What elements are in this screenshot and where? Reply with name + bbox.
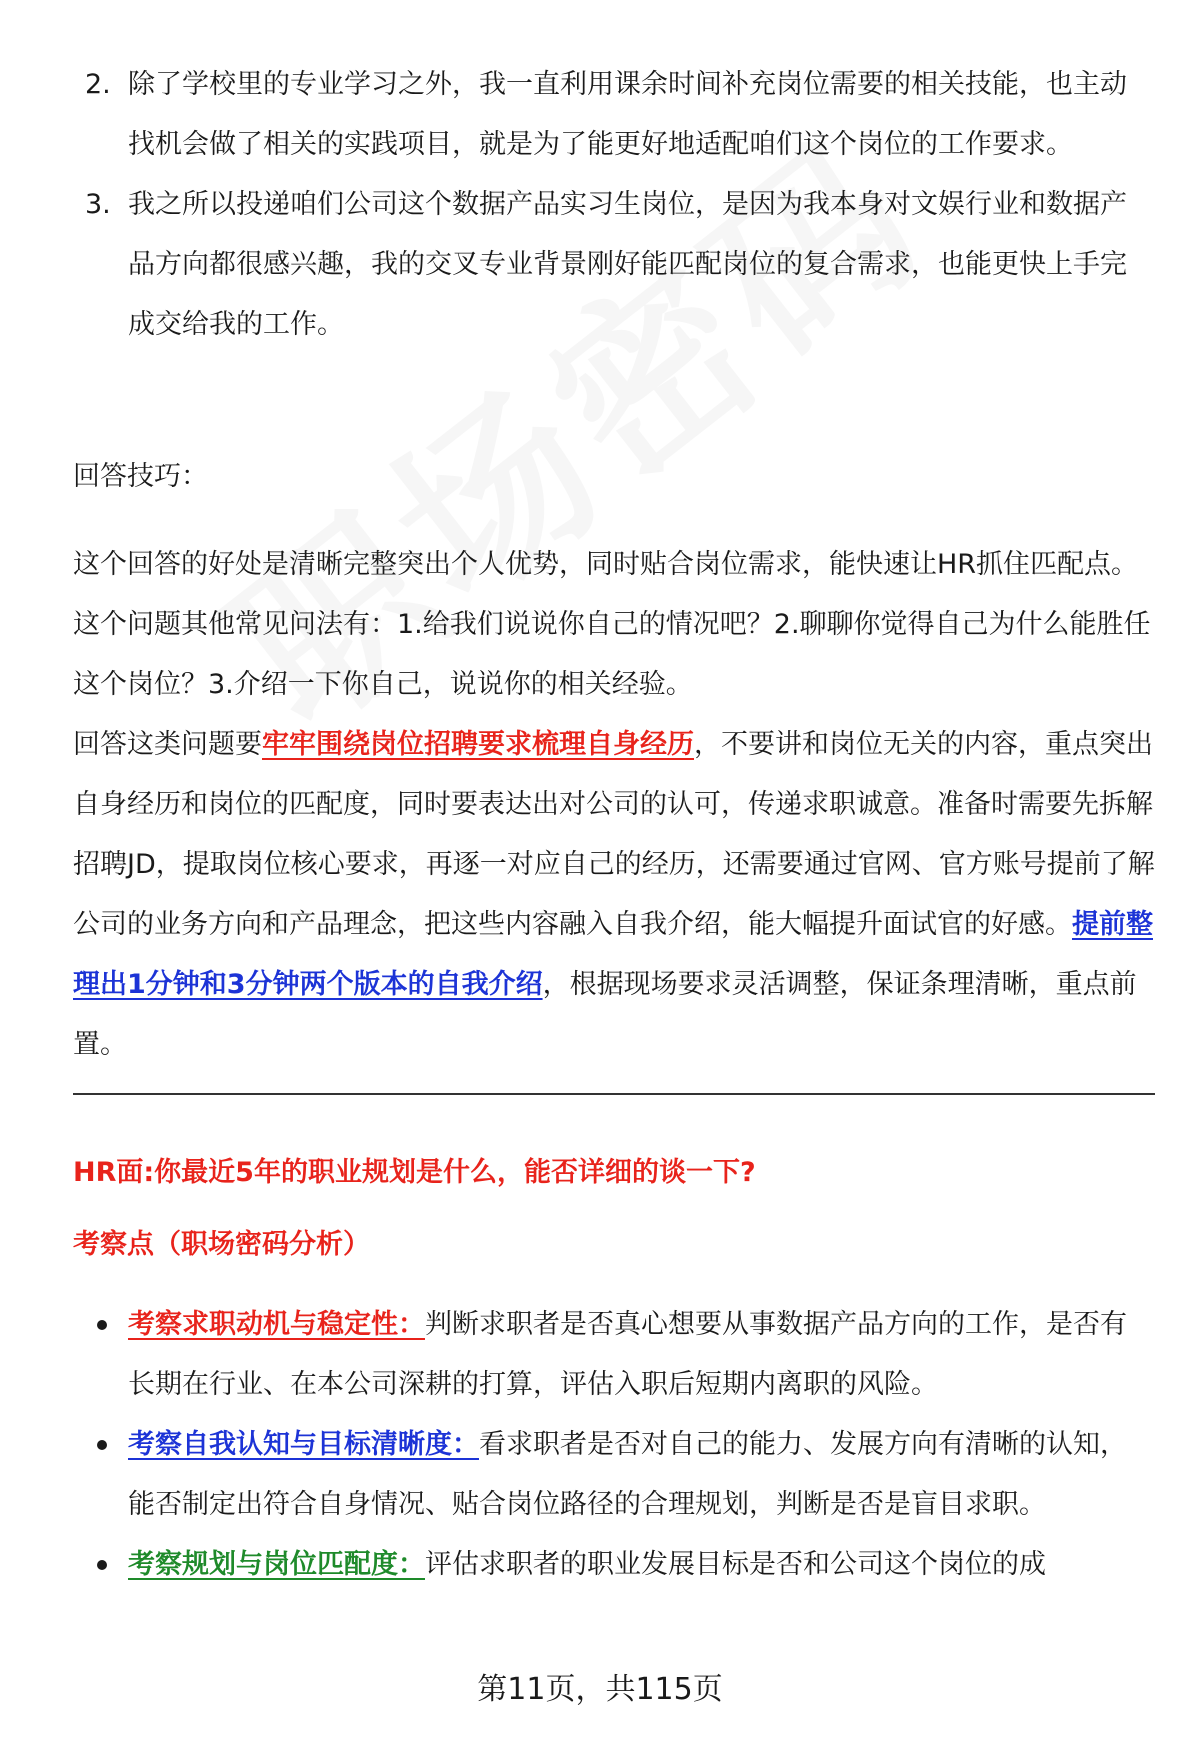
list-number: 3.	[85, 189, 111, 220]
bullet-icon	[97, 1560, 107, 1570]
highlight-blue: 提前整理出1分钟和3分钟两个版本的自我介绍	[73, 909, 1153, 1000]
bullet-icon	[97, 1320, 107, 1330]
section-divider	[73, 1093, 1155, 1095]
bullet-text: 判断求职者是否真心想要从事数据产品方向的工作，是否有长期在行业、在本公司深耕的打算，评估入职后短期内离职的风险。	[128, 1309, 1127, 1400]
list-item-text: 除了学校里的专业学习之外，我一直利用课余时间补充岗位需要的相关技能，也主动找机会做了相关的实践项目，就是为了能更好地适配咱们这个岗位的工作要求。	[128, 69, 1127, 160]
tips-label: 回答技巧：	[73, 461, 208, 492]
question-title: HR面:你最近5年的职业规划是什么，能否详细的谈一下?	[73, 1157, 756, 1188]
advice-text: ，不要讲和岗位无关的内容，重点突出自身经历和岗位的匹配度，同时要表达出对公司的认可，传递求职诚意。准备时需要先拆解招聘JD，提取岗位核心要求，再逐一对应自己的经历，还需要通过官网、官方账号提前了解公司的业务方向和产品理念，把这些内容融入自我介绍，能大幅提升面试官的好感。	[73, 729, 1155, 940]
list-number: 2.	[85, 69, 111, 100]
list-item-text	[128, 1535, 1148, 1595]
list-item-text	[128, 1295, 1148, 1415]
list-item-text	[128, 1415, 1148, 1535]
numbered-list	[0, 55, 1200, 355]
inspect-title: 考察点（职场密码分析）	[73, 1229, 370, 1260]
tips-paragraph: 这个回答的好处是清晰完整突出个人优势，同时贴合岗位需求，能快速让HR抓住匹配点。这个问题其他常见问法有：1.给我们说说你自己的情况吧？2.聊聊你觉得自己为什么能胜任这个岗位？3.介绍一下你自己，说说你的相关经验。	[73, 549, 1151, 700]
bullet-text: 看求职者是否对自己的能力、发展方向有清晰的认知，能否制定出符合自身情况、贴合岗位路径的合理规划，判断是否是盲目求职。	[128, 1429, 1127, 1520]
list-item	[0, 55, 1200, 175]
advice-text: 回答这类问题要	[73, 729, 262, 760]
list-item	[0, 1535, 1200, 1595]
list-item	[0, 1415, 1200, 1535]
page-footer: 第11页，共115页	[477, 1672, 723, 1707]
bullet-list	[0, 1295, 1200, 1595]
bullet-icon	[97, 1440, 107, 1450]
bullet-label: 考察规划与岗位匹配度：	[128, 1549, 425, 1580]
advice-text: ，根据现场要求灵活调整，保证条理清晰，重点前置。	[73, 969, 1137, 1060]
bullet-label: 考察自我认知与目标清晰度：	[128, 1429, 479, 1460]
advice-paragraph	[73, 715, 1163, 1075]
highlight-red: 牢牢围绕岗位招聘要求梳理自身经历	[262, 729, 694, 760]
list-item	[0, 1295, 1200, 1415]
list-item	[0, 175, 1200, 355]
bullet-label: 考察求职动机与稳定性：	[128, 1309, 425, 1340]
list-item-text: 我之所以投递咱们公司这个数据产品实习生岗位，是因为我本身对文娱行业和数据产品方向都很感兴趣，我的交叉专业背景刚好能匹配岗位的复合需求，也能更快上手完成交给我的工作。	[128, 189, 1127, 340]
bullet-text: 评估求职者的职业发展目标是否和公司这个岗位的成	[425, 1549, 1046, 1580]
